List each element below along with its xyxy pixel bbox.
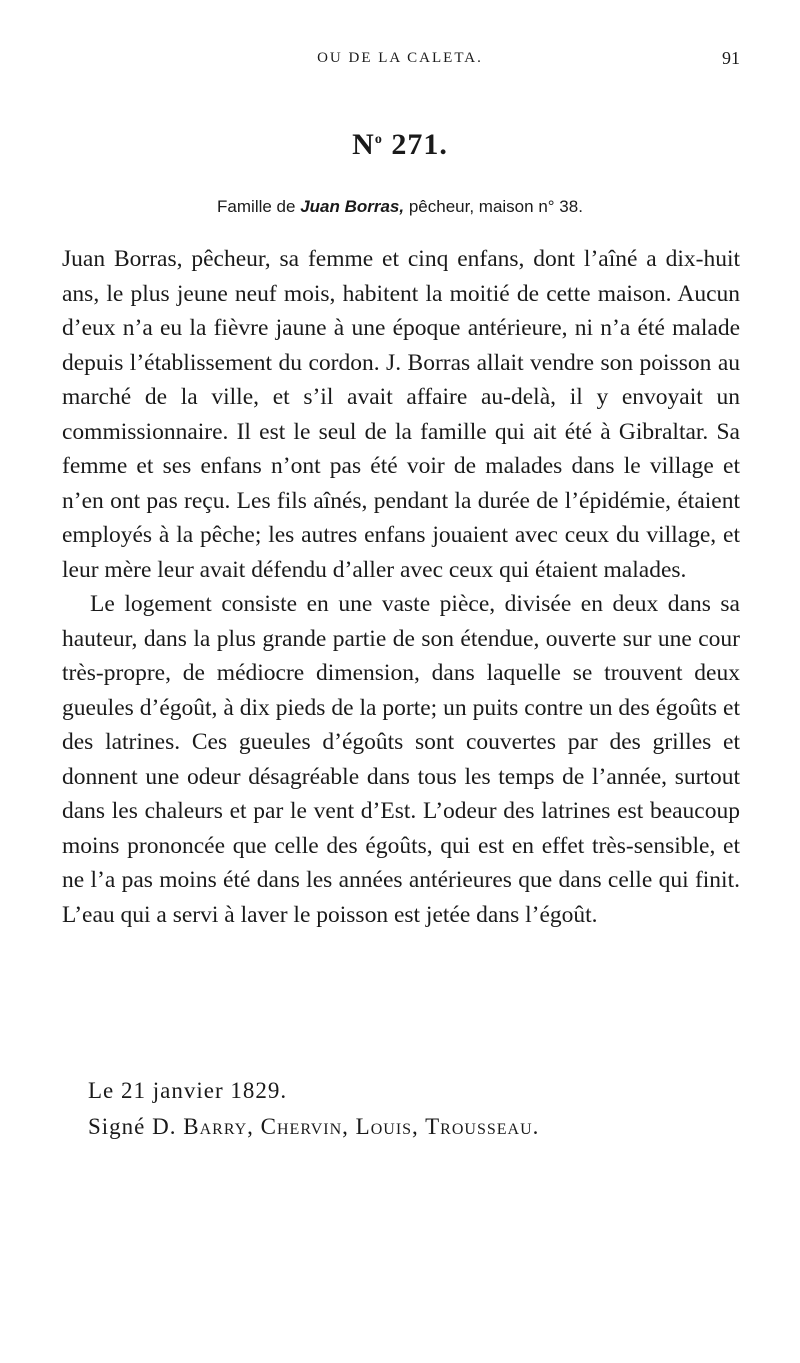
entry-number-prefix: N (352, 128, 375, 161)
running-head (60, 50, 740, 74)
entry-number (0, 128, 800, 162)
body-text (62, 242, 740, 932)
page-number: 91 (722, 48, 740, 68)
signatories: Barry, Chervin, Louis, Trousseau. (183, 1114, 540, 1139)
signed-label: Signé D. (88, 1114, 184, 1139)
entry-number-sup: o (374, 132, 383, 147)
paragraph-family: Juan Borras, pêcheur, sa femme et cinq enfans, dont l’aîné a dix-huit ans, le plus jeune neuf mois, habitent la moitié de cette maison. Aucun d’eux n’a eu la fièvre jaune à une époque antérieure, ni n’a été malade depuis l’établissement du cordon. J. Borras allait vendre son poisson au marché de la ville, et s’il avait affaire au-delà, il y envoyait un commissionnaire. Il est le seul de la famille qui ait été à Gibraltar. Sa femme et ses enfans n’ont pas été voir de malades dans le village et n’en ont pas reçu. Les fils aînés, pendant la durée de l’épidémie, étaient employés à la pêche; les autres enfans jouaient avec ceux du village, et leur mère leur avait défendu d’aller avec ceux qui étaient malades. (62, 246, 740, 583)
subtitle-suffix: pêcheur, maison n° 38. (404, 197, 583, 216)
paragraph-housing: Le logement consiste en une vaste pièce, divisée en deux dans sa hauteur, dans la plus grande partie de son étendue, ouverte sur une cour très-propre, de médiocre dimension, dans laquelle se trouvent deux gueules d’égoût, à dix pieds de la porte; un puits contre un des égoûts et des latrines. Ces gueules d’égoûts sont couvertes par des grilles et donnent une odeur désagréable dans tous les temps de l’année, surtout dans les chaleurs et par le vent d’Est. L’odeur des latrines est beaucoup moins prononcée que celle des égoûts, qui est en effet très-sensible, et ne l’a pas moins été dans les années antérieures que dans celle qui finit. L’eau qui a servi à laver le poisson est jetée dans l’égoût. (62, 591, 740, 928)
subtitle-prefix: Famille de (217, 197, 301, 216)
entry-number-value: 271. (382, 128, 448, 161)
subtitle-name: Juan Borras, (300, 197, 405, 216)
date-line: Le 21 janvier 1829. (88, 1078, 288, 1103)
running-title: OU DE LA CALETA. (317, 50, 483, 66)
signature-line (88, 1114, 539, 1140)
entry-subtitle (0, 197, 800, 217)
